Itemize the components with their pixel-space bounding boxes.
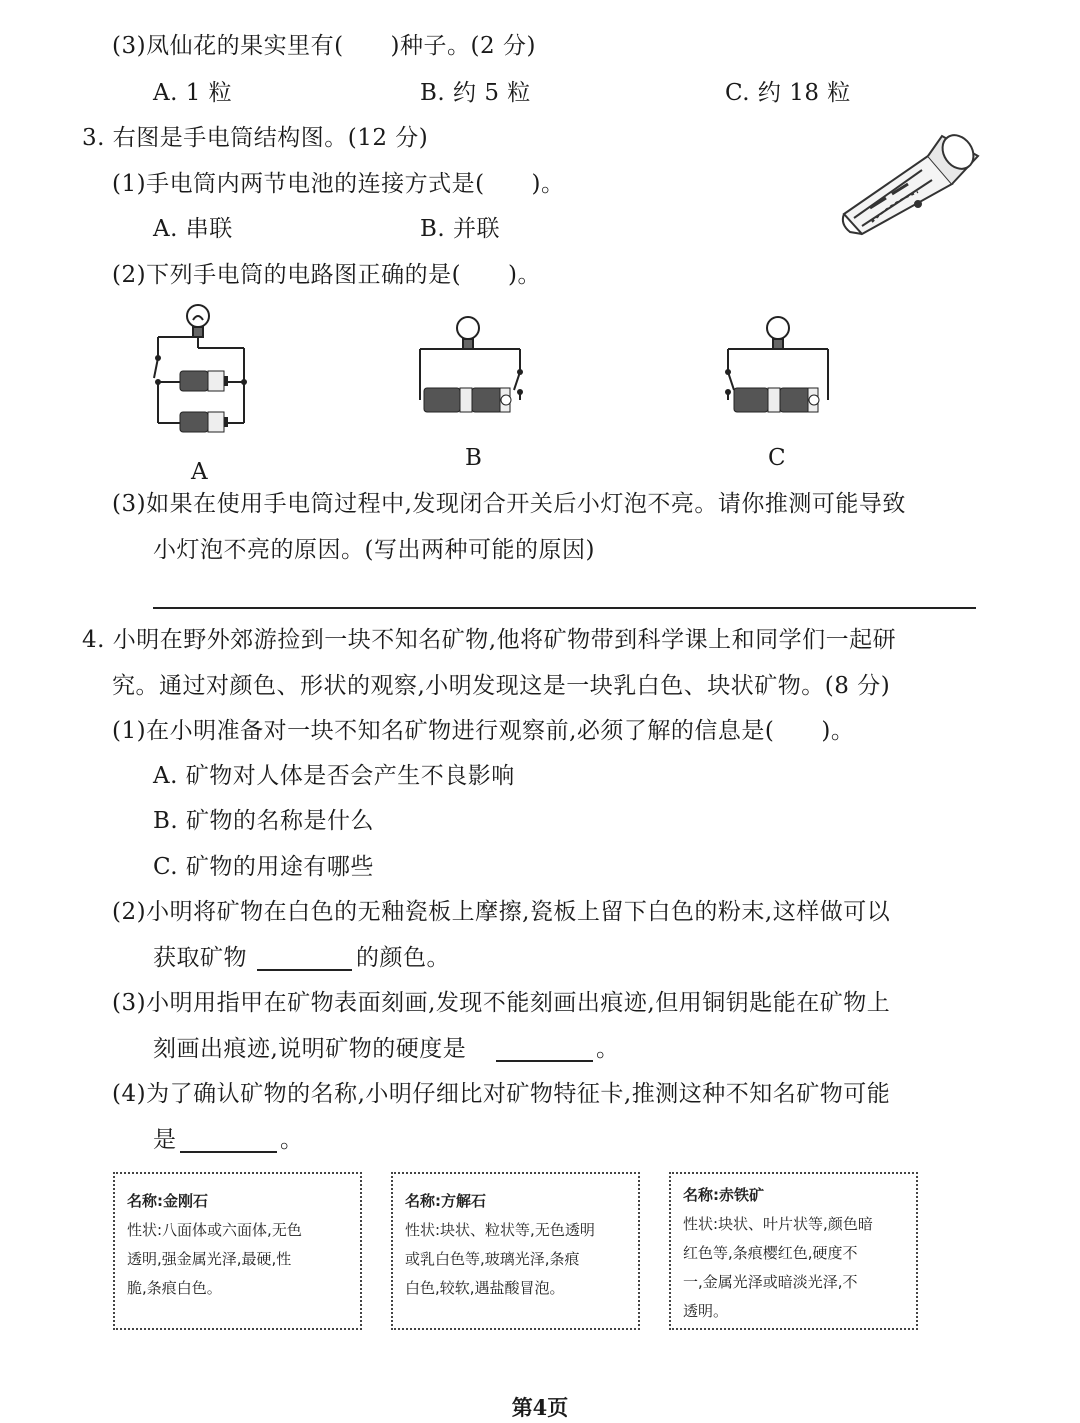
q4-sub3-line1: (3)小明用指甲在矿物表面刻画,发现不能刻画出痕迹,但用铜钥匙能在矿物上 — [112, 990, 891, 1016]
q3-sub2-stem: (2)下列手电筒的电路图正确的是( )。 — [112, 262, 542, 288]
q3-sub3-line2: 小灯泡不亮的原因。(写出两种可能的原因) — [153, 537, 595, 563]
circuit-diagram-c — [720, 314, 840, 416]
card-text-line: 透明,强金属光泽,最硬,性 — [127, 1250, 292, 1268]
card-text-line: 一,金属光泽或暗淡光泽,不 — [683, 1273, 858, 1291]
q4-sub2-line2-pre: 获取矿物 — [153, 945, 247, 971]
q4-sub4-line2-post: 。 — [280, 1127, 304, 1153]
q4-stem-line2: 究。通过对颜色、形状的观察,小明发现这是一块乳白色、块状矿物。(8 分) — [112, 673, 891, 699]
q2-sub3-option-b: B. 约 5 粒 — [420, 80, 531, 106]
q2-sub3-stem: (3)凤仙花的果实里有( )种子。(2 分) — [112, 33, 536, 59]
q4-sub1-option-b: B. 矿物的名称是什么 — [153, 808, 375, 834]
mineral-card-calcite — [391, 1172, 640, 1330]
q3-sub3-answer-line[interactable] — [153, 607, 976, 609]
card-text-line: 透明。 — [683, 1302, 729, 1320]
page-number: 第4页 — [511, 1395, 569, 1420]
q4-sub2-blank[interactable] — [257, 969, 352, 971]
q4-sub4-blank[interactable] — [180, 1151, 277, 1153]
card-text-line: 性状:块状、粒状等,无色透明 — [405, 1221, 595, 1239]
mineral-card-hematite — [669, 1172, 918, 1330]
card-name: 名称:金刚石 — [127, 1192, 208, 1210]
card-text-line: 或乳白色等,玻璃光泽,条痕 — [405, 1250, 580, 1268]
q3-sub1-stem: (1)手电筒内两节电池的连接方式是( )。 — [112, 171, 565, 197]
q3-sub1-option-a: A. 串联 — [153, 216, 233, 242]
card-text-line: 脆,条痕白色。 — [127, 1279, 222, 1297]
q4-sub2-line1: (2)小明将矿物在白色的无釉瓷板上摩擦,瓷板上留下白色的粉末,这样做可以 — [112, 899, 891, 925]
q4-sub1-stem: (1)在小明准备对一块不知名矿物进行观察前,必须了解的信息是( )。 — [112, 718, 855, 744]
card-name: 名称:赤铁矿 — [683, 1186, 764, 1204]
q4-sub1-option-c: C. 矿物的用途有哪些 — [153, 854, 374, 880]
card-text-line: 性状:八面体或六面体,无色 — [127, 1221, 302, 1239]
circuit-diagram-b — [412, 314, 532, 416]
q3-stem: 3. 右图是手电筒结构图。(12 分) — [82, 125, 429, 151]
circuit-c-label: C — [768, 445, 787, 471]
flashlight-illustration — [832, 122, 982, 240]
q4-sub3-line2-pre: 刻画出痕迹,说明矿物的硬度是 — [153, 1036, 467, 1062]
q4-sub4-line2-pre: 是 — [153, 1127, 177, 1153]
card-text-line: 红色等,条痕樱红色,硬度不 — [683, 1244, 858, 1262]
circuit-diagram-a — [140, 298, 260, 438]
card-text-line: 白色,较软,遇盐酸冒泡。 — [405, 1279, 565, 1297]
q2-sub3-option-a: A. 1 粒 — [153, 80, 233, 106]
q4-sub3-blank[interactable] — [496, 1060, 593, 1062]
mineral-card-diamond — [113, 1172, 362, 1330]
q4-stem-line1: 4. 小明在野外郊游捡到一块不知名矿物,他将矿物带到科学课上和同学们一起研 — [82, 627, 897, 653]
circuit-b-label: B — [465, 445, 483, 471]
q4-sub1-option-a: A. 矿物对人体是否会产生不良影响 — [153, 763, 515, 789]
card-name: 名称:方解石 — [405, 1192, 486, 1210]
q4-sub2-line2-post: 的颜色。 — [356, 945, 450, 971]
q3-sub1-option-b: B. 并联 — [420, 216, 501, 242]
card-text-line: 性状:块状、叶片状等,颜色暗 — [683, 1215, 873, 1233]
q2-sub3-option-c: C. 约 18 粒 — [725, 80, 851, 106]
q4-sub4-line1: (4)为了确认矿物的名称,小明仔细比对矿物特征卡,推测这种不知名矿物可能 — [112, 1081, 891, 1107]
q3-sub3-line1: (3)如果在使用手电筒过程中,发现闭合开关后小灯泡不亮。请你推测可能导致 — [112, 491, 906, 517]
q4-sub3-line2-post: 。 — [596, 1036, 620, 1062]
circuit-a-label: A — [191, 459, 209, 485]
